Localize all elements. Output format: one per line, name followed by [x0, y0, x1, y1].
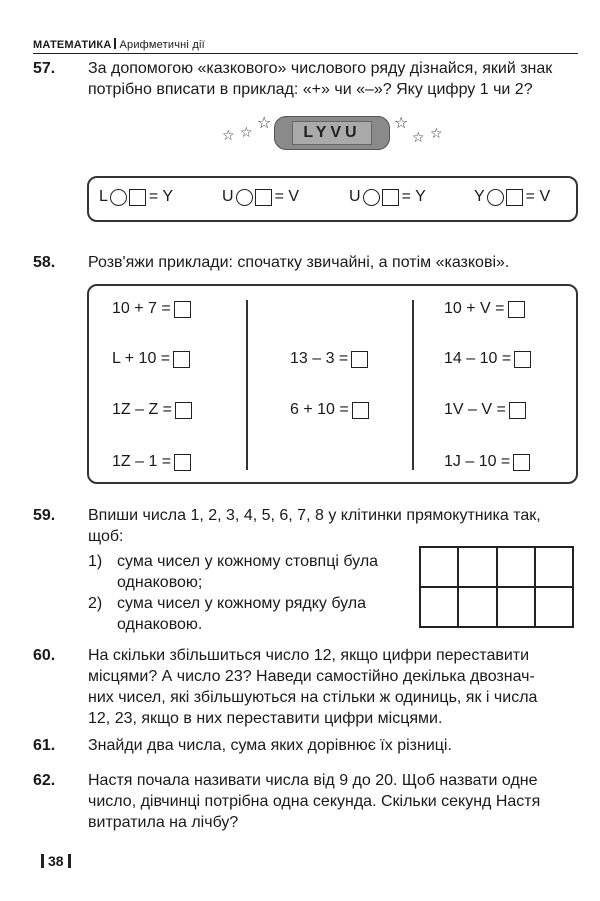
equation-term: U [222, 188, 234, 205]
task-number: 59. [33, 507, 56, 524]
item-line: однаковою. [117, 616, 203, 633]
task-line: 12, 23, якщо в них переставити цифри місцями. [88, 710, 443, 727]
grid-cell[interactable] [458, 547, 496, 587]
task-line: За допомогою «казкового» числового ряду дізнайся, який знак [88, 60, 553, 77]
task-60 [33, 645, 578, 729]
answer-box[interactable] [174, 454, 191, 471]
grid-cell[interactable] [535, 587, 573, 627]
equation [222, 188, 299, 206]
answer-box[interactable] [129, 189, 146, 206]
sign-circle[interactable] [236, 189, 253, 206]
example [444, 453, 530, 471]
example [444, 350, 531, 368]
equation-term: U [349, 188, 361, 205]
task-line: щоб: [88, 528, 124, 545]
task-number: 60. [33, 647, 56, 664]
task-line: потрібно вписати в приклад: «+» чи «–»? Яку цифру 1 чи 2? [88, 81, 533, 98]
task-number: 61. [33, 737, 56, 754]
list-item [88, 593, 408, 635]
conditions-list [88, 551, 408, 635]
equation-result: = V [274, 188, 300, 205]
sign-circle[interactable] [487, 189, 504, 206]
grid-cell[interactable] [497, 547, 535, 587]
example [290, 350, 368, 368]
star-icon: ☆ [257, 115, 272, 132]
equation-result: = Y [401, 188, 426, 205]
grid-cell[interactable] [420, 587, 458, 627]
answer-box[interactable] [175, 402, 192, 419]
equation [349, 188, 426, 206]
answer-box[interactable] [513, 454, 530, 471]
sign-circle[interactable] [363, 189, 380, 206]
task-number: 58. [33, 254, 56, 271]
answer-box[interactable] [509, 402, 526, 419]
task-61 [33, 735, 578, 756]
example [112, 350, 190, 368]
answer-box[interactable] [174, 301, 191, 318]
answer-box[interactable] [506, 189, 523, 206]
task-text: Розв'яжи приклади: спочатку звичайні, а потім «казкові». [88, 254, 510, 271]
task-text [88, 58, 578, 100]
star-icon: ☆ [394, 115, 409, 132]
sign-circle[interactable] [110, 189, 127, 206]
page-header [33, 38, 578, 54]
page-number-text: 38 [48, 853, 64, 869]
answer-box[interactable] [352, 402, 369, 419]
task-text [88, 770, 578, 833]
example-text: 14 – 10 = [444, 350, 512, 367]
page-number [37, 853, 75, 869]
example-text: 1Z – Z = [112, 401, 173, 418]
example [444, 300, 525, 318]
example [112, 453, 191, 471]
star-icon: ☆ [222, 127, 235, 143]
answer-box[interactable] [173, 351, 190, 368]
equation-term: L [99, 188, 108, 205]
example-text: 6 + 10 = [290, 401, 349, 418]
task-text: Знайди два числа, сума яких дорівнює їх різниці. [88, 737, 452, 754]
answer-box[interactable] [508, 301, 525, 318]
example-text: 10 + V = [444, 300, 505, 317]
example-text: L + 10 = [112, 350, 171, 367]
answer-box[interactable] [255, 189, 272, 206]
equation-result: = Y [148, 188, 174, 205]
task-line: них чисел, які збільшуються на стільки ж одиниць, як і числа [88, 689, 538, 706]
task-57 [33, 58, 578, 100]
task-line: Настя почала називати числа від 9 до 20. Щоб назвати одне [88, 772, 538, 789]
column-divider [412, 300, 414, 470]
task-line: місцями? А число 23? Наведи самостійно декілька двознач- [88, 668, 535, 685]
item-line: однаковою; [117, 574, 203, 591]
example [290, 401, 369, 419]
star-icon: ☆ [240, 124, 253, 140]
example-text: 1V – V = [444, 401, 506, 418]
example-text: 1J – 10 = [444, 453, 511, 470]
page-number-bar [68, 854, 71, 868]
fairy-number-row-badge [274, 116, 390, 150]
list-item [88, 551, 408, 593]
topic-label: Арифметичні дії [119, 39, 205, 51]
task-62 [33, 770, 578, 833]
task-number: 57. [33, 60, 56, 77]
example-text: 10 + 7 = [112, 300, 171, 317]
item-line: сума чисел у кожному рядку була [117, 595, 367, 612]
number-grid [419, 546, 574, 628]
grid-cell[interactable] [497, 587, 535, 627]
answer-box[interactable] [351, 351, 368, 368]
item-number: 1) [88, 553, 103, 570]
equation-term: Y [474, 188, 485, 205]
task-58 [33, 252, 578, 273]
subject-label: МАТЕМАТИКА [33, 39, 112, 51]
item-number: 2) [88, 595, 103, 612]
example [444, 401, 526, 419]
equation [474, 188, 550, 206]
example-text: 1Z – 1 = [112, 453, 172, 470]
star-icon: ☆ [412, 129, 425, 145]
header-separator [114, 38, 116, 49]
task-line: число, дівчинці потрібна одна секунда. Скільки секунд Настя [88, 793, 541, 810]
column-divider [246, 300, 248, 470]
star-icon: ☆ [430, 125, 443, 141]
item-line: сума чисел у кожному стовпці була [117, 553, 379, 570]
answer-box[interactable] [382, 189, 399, 206]
example [112, 300, 191, 318]
answer-box[interactable] [514, 351, 531, 368]
grid-cell[interactable] [420, 547, 458, 587]
example [112, 401, 192, 419]
equation [99, 188, 173, 206]
equation-result: = V [525, 188, 551, 205]
task-line: На скільки збільшиться число 12, якщо цифри переставити [88, 647, 530, 664]
task-number: 62. [33, 772, 56, 789]
task-text [88, 645, 578, 729]
task-line: Впиши числа 1, 2, 3, 4, 5, 6, 7, 8 у клітинки прямокутника так, [88, 507, 541, 524]
task-line: витратила на лічбу? [88, 814, 239, 831]
fairy-number-row: LYVU [292, 121, 371, 145]
grid-cell[interactable] [458, 587, 496, 627]
page-number-bar [41, 854, 44, 868]
grid-cell[interactable] [535, 547, 573, 587]
example-text: 13 – 3 = [290, 350, 349, 367]
